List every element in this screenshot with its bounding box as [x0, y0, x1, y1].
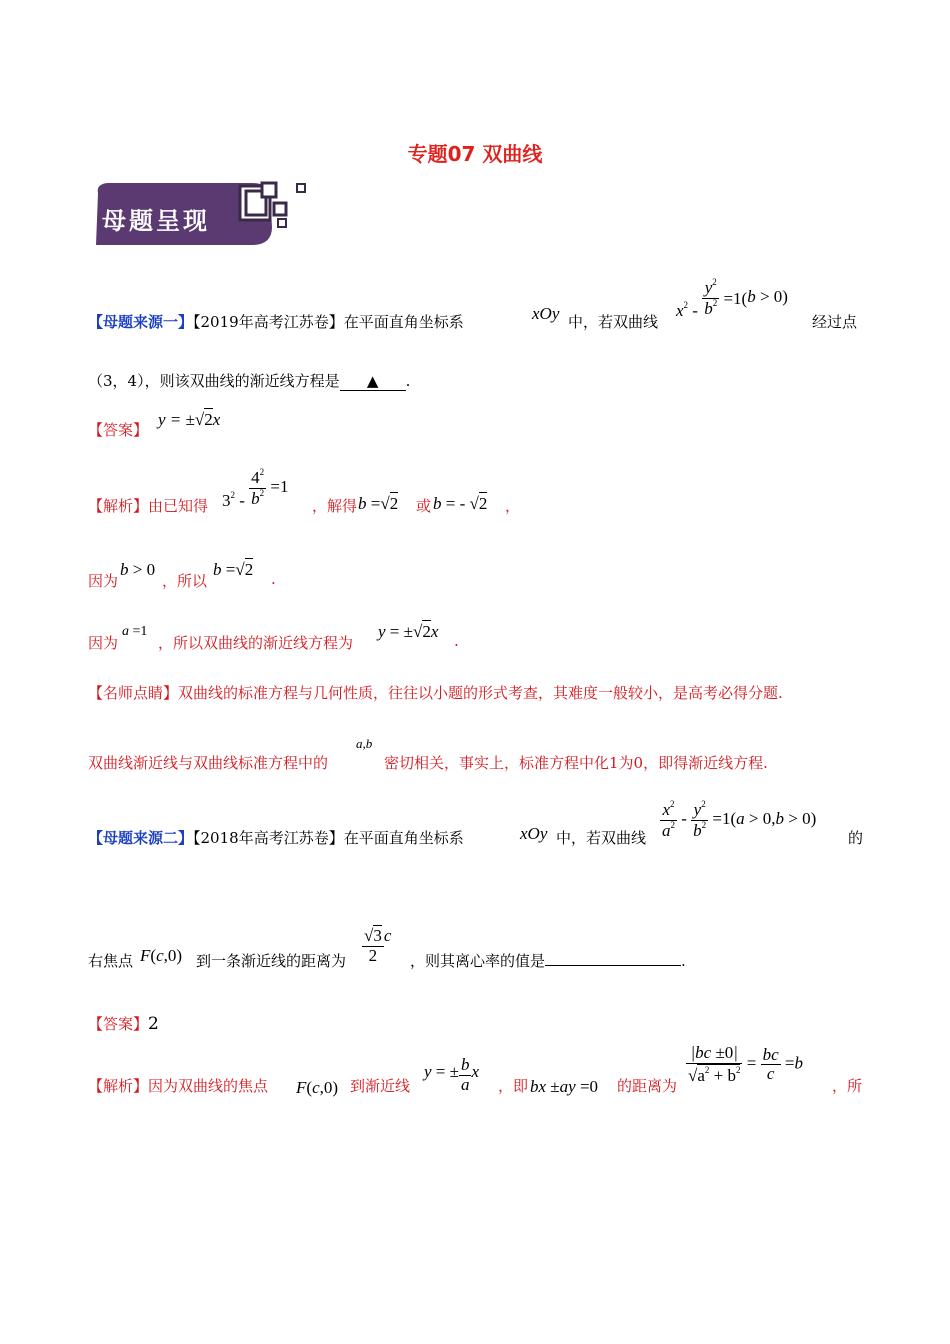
problem1-line2: （3，4），则该双曲线的渐近线方程是 ▲ . — [88, 372, 411, 390]
problem2-focus: F(c,0) — [140, 946, 183, 965]
answer-blank: ▲ — [340, 372, 406, 391]
solution1-l3b: ，所以双曲线的渐近线方程为 — [158, 634, 354, 652]
solution1-a-value: a =1 — [122, 624, 148, 639]
problem2-end: 的 — [848, 829, 864, 847]
problem1-end: 经过点 — [812, 313, 858, 331]
solution1-line1: 【解析】由已知得 — [88, 497, 209, 515]
source1-tag: 【母题来源一】 — [88, 313, 194, 331]
problem1-line1 — [88, 311, 464, 332]
solution2-line-eq: bx ±ay =0 — [530, 1077, 599, 1096]
section-banner — [92, 181, 308, 247]
solution2-asymptote: y = ± $\frac{b}{a}$ x — [424, 1055, 480, 1094]
solution2-focus: F(c,0) — [296, 1078, 339, 1097]
solution1-l3a: 因为 — [88, 634, 119, 652]
solution1-l3c: . — [454, 632, 459, 650]
solution1-l2b: ，所以 — [162, 572, 208, 590]
solution2-line1: 【解析】因为双曲线的焦点 — [88, 1077, 269, 1095]
problem2-mid: 中，若双曲线 — [556, 829, 647, 847]
solution1-t2: ，解得 — [312, 497, 358, 515]
problem2-distance: $\frac{√3}{2}$ c — [364, 926, 392, 965]
answer2-blank — [545, 951, 681, 966]
solution1-t4: ， — [505, 497, 521, 515]
solution2-distance: $\frac{|bc \pm 0|}{√a^2 + b^2}$ = $\frac{bc}{c}$ =b — [688, 1043, 803, 1085]
problem1-mid: 中，若双曲线 — [568, 313, 659, 331]
solution1-l2c: . — [271, 570, 276, 588]
problem1-equation: $x^2$ - $\frac{y^2}{b^2}$ =1(b > 0) — [676, 277, 788, 321]
problem2-exam: 【2018年高考江苏卷】在平面直角坐标系 — [193, 829, 464, 847]
solution1-b1: b =√2 — [358, 494, 399, 513]
problem1-xoy: xOy — [532, 304, 560, 323]
solution2-t4: 的距离为 — [617, 1077, 678, 1095]
teacher-note-line1: 【名师点睛】双曲线的标准方程与几何性质，往往以小题的形式考查，其难度一般较小，是高考必得分题. — [88, 684, 783, 702]
solution2-t3: ，即 — [498, 1077, 529, 1095]
solution1-asymptote: y = ±√2x — [378, 622, 439, 641]
problem2-line2a: 右焦点 — [88, 952, 134, 970]
answer1-equation: y = ±√2x — [158, 410, 221, 429]
teacher-note-line2a: 双曲线渐近线与双曲线标准方程中的 — [88, 754, 329, 772]
teacher-note-line2b: 密切相关，事实上，标准方程中化1为0，即得渐近线方程. — [384, 754, 768, 772]
problem1-exam: 【2019年高考江苏卷】在平面直角坐标系 — [193, 313, 464, 331]
problem2-line1 — [88, 827, 464, 848]
banner-text: 母题呈现 — [102, 207, 210, 235]
solution2-t5: ，所 — [832, 1077, 863, 1095]
solution1-t3: 或 — [416, 497, 432, 515]
problem2-xoy: xOy — [520, 824, 548, 843]
source2-tag: 【母题来源二】 — [88, 829, 194, 847]
solution1-b-value: b =√2 — [213, 560, 254, 579]
problem2-line2b: 到一条渐近线的距离为 — [196, 952, 347, 970]
answer1-tag: 【答案】 — [88, 421, 149, 439]
solution1-b2: b = - √2 — [433, 494, 488, 513]
solution1-l2a: 因为 — [88, 572, 119, 590]
solution2-t2: 到渐近线 — [350, 1077, 411, 1095]
solution1-b-positive: b > 0 — [120, 560, 156, 579]
page-title: 专题07 双曲线 — [407, 142, 543, 166]
teacher-note-ab: a,b — [356, 736, 373, 751]
problem2-equation: $\frac{x^2}{a^2}$ - $\frac{y^2}{b^2}$ =1(a > 0,b > 0) — [662, 799, 817, 840]
problem2-line2c: ，则其离心率的值是 . — [410, 952, 686, 970]
solution1-eq1: $3^2$ - $\frac{4^2}{b^2}$ =1 — [222, 467, 289, 511]
answer2-line: 【答案】2 — [88, 1014, 159, 1034]
